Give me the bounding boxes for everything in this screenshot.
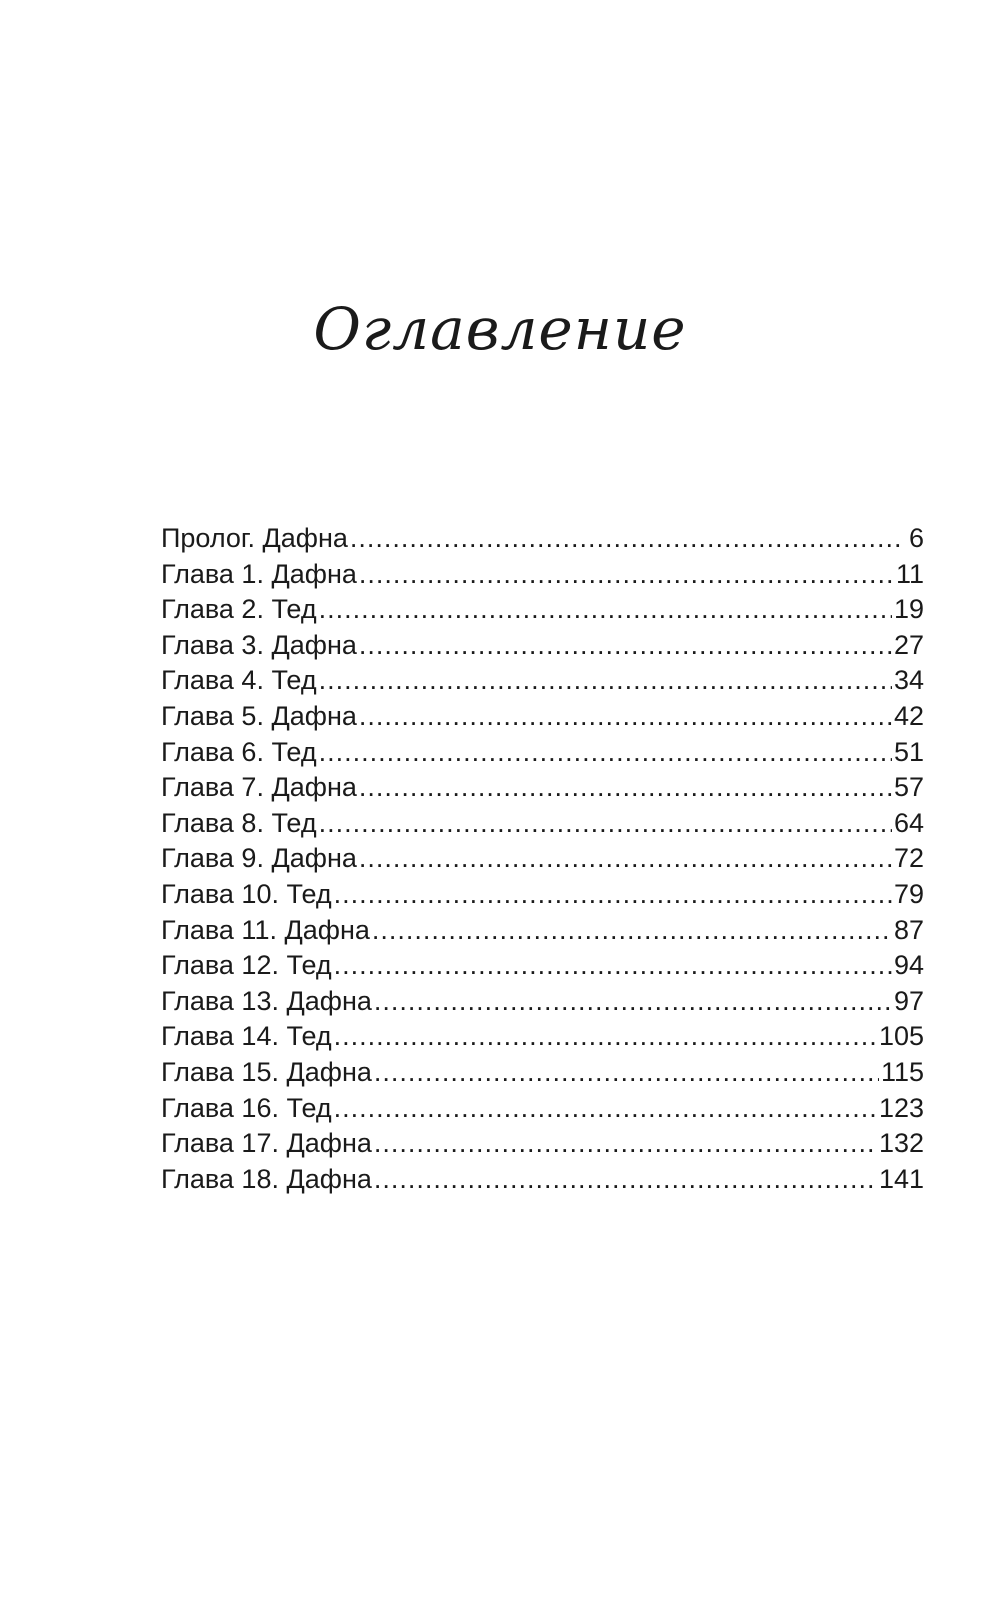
toc-entry-label: Глава 2. Тед <box>161 594 317 625</box>
toc-entry <box>161 843 924 879</box>
toc-leader-dots <box>359 559 894 590</box>
toc-leader-dots <box>319 594 892 625</box>
toc-entry <box>161 630 924 666</box>
toc-entry-label: Глава 14. Тед <box>161 1021 332 1052</box>
toc-entry-page: 72 <box>893 843 924 874</box>
toc-leader-dots <box>374 986 892 1017</box>
toc-entry-page: 57 <box>893 772 924 803</box>
toc-entry <box>161 559 924 595</box>
toc-entry <box>161 1093 924 1129</box>
toc-leader-dots <box>334 879 892 910</box>
toc-entry-page: 123 <box>878 1092 924 1123</box>
toc-entry-label: Глава 3. Дафна <box>161 629 357 660</box>
toc-entry <box>161 950 924 986</box>
toc-entry-page: 97 <box>893 985 924 1016</box>
toc-entry-page: 34 <box>893 665 924 696</box>
toc-entry-page: 115 <box>880 1056 924 1087</box>
toc-leader-dots <box>319 737 892 768</box>
toc-leader-dots <box>374 1164 877 1195</box>
toc-entry-label: Глава 1. Дафна <box>161 558 357 589</box>
toc-entry-page: 94 <box>893 950 924 981</box>
toc-entry-page: 27 <box>893 629 924 660</box>
toc-entry <box>161 701 924 737</box>
toc-leader-dots <box>319 808 892 839</box>
toc-leader-dots <box>372 915 892 946</box>
toc-entry-label: Глава 8. Тед <box>161 807 317 838</box>
toc-entry <box>161 1057 924 1093</box>
toc-entry-label: Глава 7. Дафна <box>161 772 357 803</box>
toc-entry-label: Глава 6. Тед <box>161 736 317 767</box>
toc-entry-label: Глава 11. Дафна <box>161 914 370 945</box>
toc-leader-dots <box>319 665 892 696</box>
toc-entry <box>161 915 924 951</box>
toc-entry-page: 51 <box>893 736 924 767</box>
toc-leader-dots <box>374 1057 879 1088</box>
toc-entry-label: Глава 9. Дафна <box>161 843 357 874</box>
toc-entry <box>161 808 924 844</box>
toc-entry <box>161 986 924 1022</box>
toc-entry <box>161 1021 924 1057</box>
toc-entry-label: Глава 10. Тед <box>161 878 332 909</box>
toc-entry-page: 19 <box>893 594 924 625</box>
toc-leader-dots <box>359 843 892 874</box>
toc-entry <box>161 665 924 701</box>
toc-entry-page: 132 <box>878 1128 924 1159</box>
toc-leader-dots <box>359 630 892 661</box>
toc-entry-label: Глава 12. Тед <box>161 950 332 981</box>
toc-entry <box>161 772 924 808</box>
toc-entry-label: Глава 15. Дафна <box>161 1056 372 1087</box>
toc-entry-label: Глава 5. Дафна <box>161 700 357 731</box>
toc-entry <box>161 523 924 559</box>
toc-entry-page: 42 <box>893 700 924 731</box>
toc-entry <box>161 594 924 630</box>
toc-entry <box>161 1128 924 1164</box>
toc-entry-page: 79 <box>893 878 924 909</box>
toc-leader-dots <box>334 950 892 981</box>
toc-leader-dots <box>350 523 902 554</box>
toc-leader-dots <box>374 1128 877 1159</box>
toc-entry-label: Глава 13. Дафна <box>161 985 372 1016</box>
toc-entry-label: Глава 17. Дафна <box>161 1128 372 1159</box>
table-of-contents <box>161 523 924 1199</box>
toc-entry-label: Глава 18. Дафна <box>161 1163 372 1194</box>
toc-entry-page: 141 <box>878 1163 924 1194</box>
toc-entry-page: 87 <box>893 914 924 945</box>
toc-entry-label: Пролог. Дафна <box>161 523 348 553</box>
toc-entry-label: Глава 4. Тед <box>161 665 317 696</box>
toc-entry <box>161 1164 924 1200</box>
toc-entry-page: 6 <box>908 523 924 553</box>
toc-entry <box>161 879 924 915</box>
toc-entry-page: 11 <box>895 558 924 589</box>
toc-leader-dots <box>334 1093 877 1124</box>
toc-leader-dots <box>359 701 892 732</box>
toc-leader-dots <box>334 1021 877 1052</box>
toc-entry-page: 105 <box>878 1021 924 1052</box>
toc-entry-page: 64 <box>893 807 924 838</box>
page-title: Оглавление <box>313 295 687 363</box>
toc-leader-dots <box>359 772 892 803</box>
toc-entry <box>161 737 924 773</box>
toc-entry-label: Глава 16. Тед <box>161 1092 332 1123</box>
